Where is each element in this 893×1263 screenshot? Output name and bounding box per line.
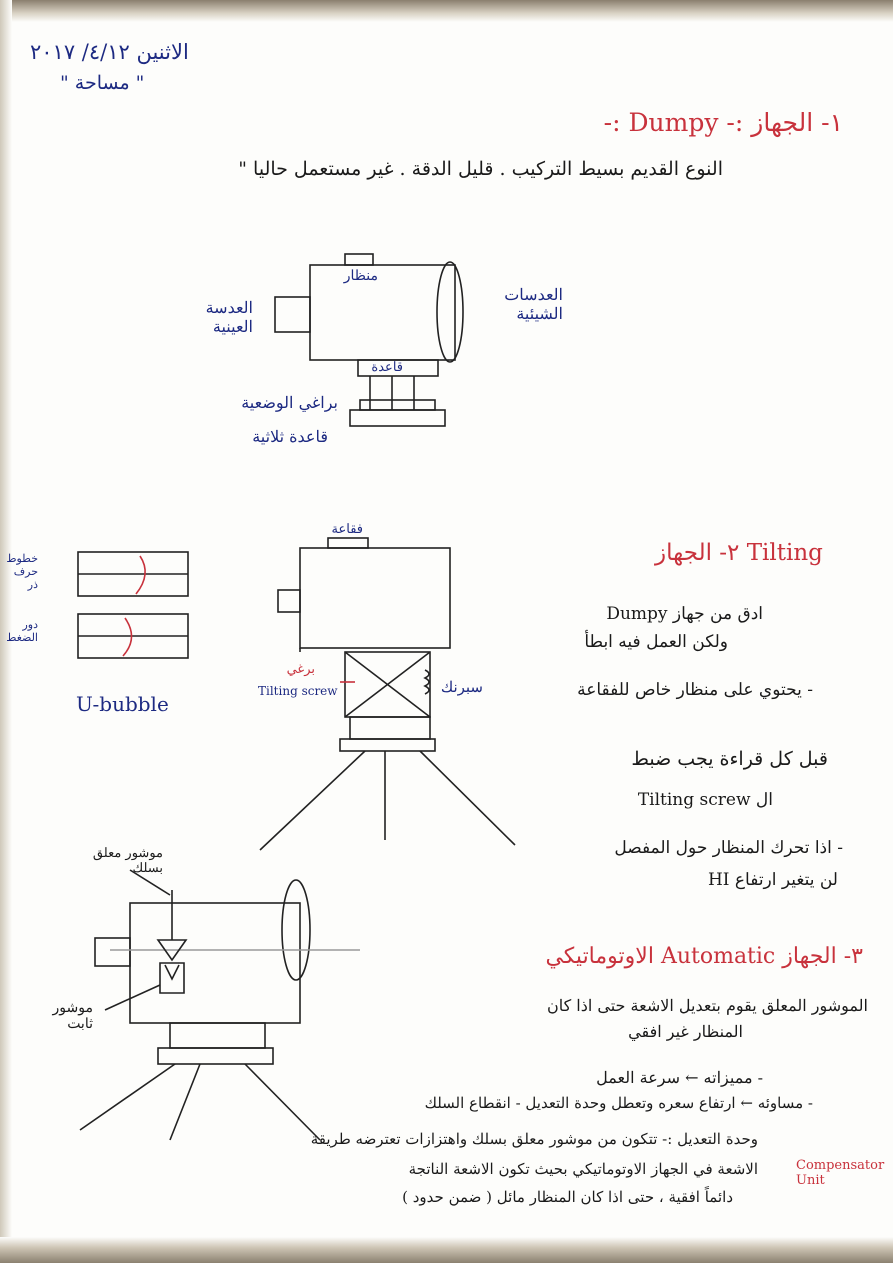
spring-label: سبرنك <box>440 678 483 696</box>
date-line: الاثنين ٤/١٢/ ٢٠١٧ <box>30 40 189 64</box>
tilting-note-1: ادق من جهاز Dumpy <box>606 604 763 624</box>
tilting-note-4: قبل كل قراءة يجب ضبط <box>631 748 828 770</box>
u-bubble-label: U-bubble <box>76 692 169 716</box>
tube-label-top: خطوط حرف ذر <box>6 552 38 591</box>
label-hanging-prism: موشور معلق بسلك <box>92 846 163 876</box>
tilting-screw-label-ar: برغي <box>286 662 315 677</box>
section1-title: ١- الجهاز :- Dumpy :- <box>603 108 843 137</box>
section2-title: ٢- الجهاز Tilting <box>655 540 823 566</box>
section3-title: ٣- الجهاز Automatic الاوتوماتيكي <box>545 944 863 969</box>
compensator-label: Compensator Unit <box>796 1158 885 1188</box>
automatic-note-3: - مميزاته ← سرعة العمل <box>596 1068 763 1087</box>
tilting-screw-label-en: Tilting screw <box>258 684 338 698</box>
tilting-note-7: لن يتغير ارتفاع HI <box>707 870 838 890</box>
label-eyepiece: العدسة العينية <box>205 298 253 336</box>
automatic-note-4: - مساوئه ← ارتفاع سعره وتعطل وحدة التعديل - انقطاع السلك <box>424 1094 813 1112</box>
label-bubble: منظار <box>343 268 378 284</box>
tilting-note-3: - يحتوي على منظار خاص للفقاعة <box>577 680 813 700</box>
label-screws: براغي الوضعية <box>241 393 338 412</box>
bubble-tubes-sketch <box>78 552 188 658</box>
label-tribrach: قاعدة ثلاثية <box>252 427 328 446</box>
subject-line: " مساحة " <box>60 72 145 94</box>
tilting-note-2: ولكن العمل فيه ابطأ <box>584 632 728 652</box>
automatic-note-6: الاشعة في الجهاز الاوتوماتيكي بحيث تكون الاشعة الناتجة <box>408 1160 758 1178</box>
label-fixed-prism: موشور ثابت <box>52 1000 93 1032</box>
tilting-bubble-label: فقاعة <box>331 522 363 537</box>
tilting-note-6: - اذا تحرك المنظار حول المفصل <box>614 838 843 858</box>
automatic-note-1: الموشور المعلق يقوم بتعديل الاشعة حتى اذا كان <box>546 996 868 1015</box>
automatic-level-sketch <box>80 870 360 1140</box>
label-objective: العدسات الشيئية <box>504 285 563 323</box>
tube-label-bottom: دور الضغط <box>6 618 38 644</box>
automatic-note-5: وحدة التعديل :- تتكون من موشور معلق بسلك واهتزازات تعترضه طريقة <box>310 1130 758 1148</box>
section1-description: النوع القديم بسيط التركيب . قليل الدقة . غير مستعمل حاليا " <box>238 158 723 180</box>
automatic-note-2: المنظار غير افقي <box>628 1022 743 1041</box>
tilting-note-5: ال Tilting screw <box>637 790 773 810</box>
automatic-note-7: دائماً افقية ، حتى اذا كان المنظار مائل ( ضمن حدود ) <box>402 1188 733 1206</box>
label-base: قاعدة <box>371 360 403 375</box>
